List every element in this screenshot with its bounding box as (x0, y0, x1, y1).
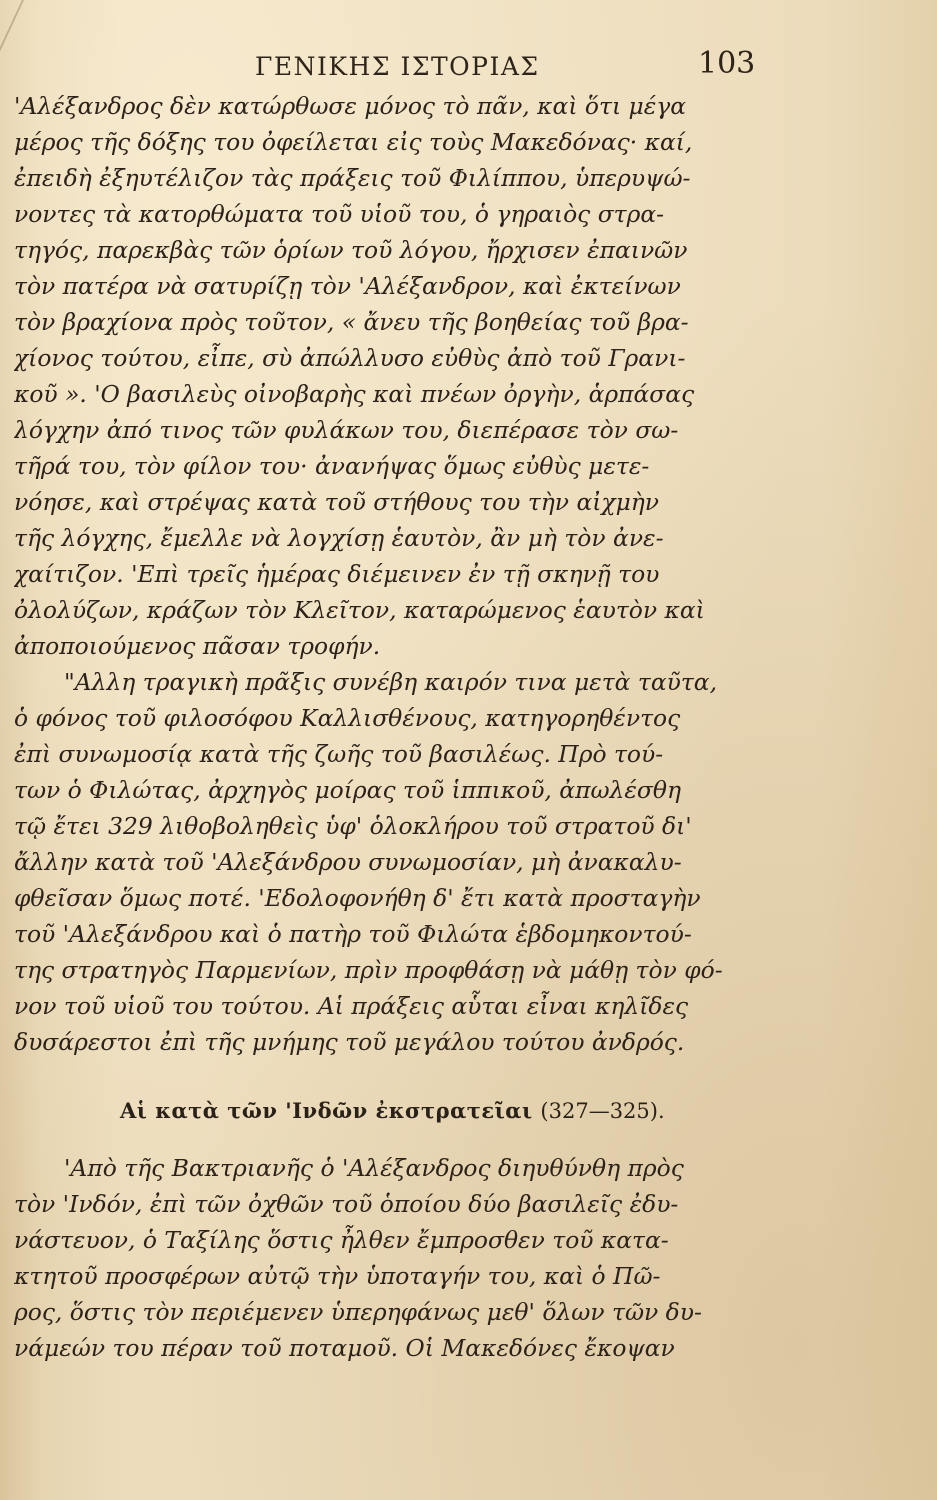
text-line: κτητοῦ προσφέρων αὐτῷ τὴν ὑποταγήν του, καὶ ὁ Πῶ- (14, 1262, 661, 1290)
text-line: λόγχην ἀπό τινος τῶν φυλάκων του, διεπέρασε τὸν σω- (14, 416, 679, 444)
text-line: νάστευον, ὁ Ταξίλης ὅστις ἦλθεν ἔμπροσθεν τοῦ κατα- (14, 1226, 669, 1254)
text-line: νάμεών του πέραν τοῦ ποταμοῦ. Οἱ Μακεδόνες ἔκοψαν (14, 1334, 675, 1362)
text-line: ἐπὶ συνωμοσίᾳ κατὰ τῆς ζωῆς τοῦ βασιλέως. Πρὸ τού- (14, 740, 664, 768)
text-line: νοντες τὰ κατορθώματα τοῦ υἱοῦ του, ὁ γηραιὸς στρα- (14, 200, 665, 228)
text-line: τῆς λόγχης, ἔμελλε νὰ λογχίσῃ ἑαυτὸν, ἂν μὴ τὸν ἀνε- (14, 524, 664, 552)
page-header (0, 46, 937, 86)
text-line: 'Αλέξανδρος δὲν κατώρθωσε μόνος τὸ πᾶν, καὶ ὅτι μέγα (14, 92, 687, 120)
section-heading-title: Αἱ κατὰ τῶν 'Ινδῶν ἐκστρατεῖαι (120, 1098, 533, 1123)
text-line: τὸν βραχίονα πρὸς τοῦτον, « ἄνευ τῆς βοηθείας τοῦ βρα- (14, 308, 689, 336)
text-line: των ὁ Φιλώτας, ἀρχηγὸς μοίρας τοῦ ἱππικοῦ, ἀπωλέσθη (14, 776, 681, 804)
page-number: 103 (698, 46, 756, 81)
text-line: ὀλολύζων, κράζων τὸν Κλεῖτον, καταρώμενος ἑαυτὸν καὶ (14, 596, 705, 624)
text-line: της στρατηγὸς Παρμενίων, πρὶν προφθάσῃ νὰ μάθῃ τὸν φό- (14, 956, 723, 984)
running-title: ΓΕΝΙΚΗΣ ΙΣΤΟΡΙΑΣ (255, 52, 540, 81)
section-heading (120, 1098, 665, 1123)
text-line: τηγός, παρεκβὰς τῶν ὁρίων τοῦ λόγου, ἤρχισεν ἐπαινῶν (14, 236, 688, 264)
paragraph-3 (14, 1150, 784, 1366)
text-line: τῷ ἔτει 329 λιθοβοληθεὶς ὑφ' ὁλοκλήρου τοῦ στρατοῦ δι' (14, 812, 692, 840)
text-line: νον τοῦ υἱοῦ του τούτου. Αἱ πράξεις αὗται εἶναι κηλῖδες (14, 992, 689, 1020)
text-line: φθεῖσαν ὅμως ποτέ. 'Εδολοφονήθη δ' ἔτι κατὰ προσταγὴν (14, 884, 701, 912)
text-line: τὸν πατέρα νὰ σατυρίζῃ τὸν 'Αλέξανδρον, καὶ ἐκτείνων (14, 272, 681, 300)
text-line: δυσάρεστοι ἐπὶ τῆς μνήμης τοῦ μεγάλου τούτου ἀνδρός. (14, 1028, 685, 1056)
text-line: "Αλλη τραγικὴ πρᾶξις συνέβη καιρόν τινα μετὰ ταῦτα, (64, 668, 718, 696)
paragraph-2 (14, 664, 774, 1060)
text-line: ἀποποιούμενος πᾶσαν τροφήν. (14, 632, 381, 660)
text-line: μέρος τῆς δόξης του ὀφείλεται εἰς τοὺς Μακεδόνας· καί, (14, 128, 693, 156)
text-line: ἄλλην κατὰ τοῦ 'Αλεξάνδρου συνωμοσίαν, μὴ ἀνακαλυ- (14, 848, 682, 876)
text-line: τὸν 'Ινδόν, ἐπὶ τῶν ὀχθῶν τοῦ ὁποίου δύο βασιλεῖς ἐδυ- (14, 1190, 679, 1218)
main-text-block (14, 88, 774, 1060)
text-line: ἐπειδὴ ἐξηυτέλιζον τὰς πράξεις τοῦ Φιλίππου, ὑπερυψώ- (14, 164, 691, 192)
text-line: χίονος τούτου, εἶπε, σὺ ἀπώλλυσο εὐθὺς ἀπὸ τοῦ Γρανι- (14, 344, 686, 372)
text-line: τοῦ 'Αλεξάνδρου καὶ ὁ πατὴρ τοῦ Φιλώτα ἑβδομηκοντού- (14, 920, 692, 948)
text-line: νόησε, καὶ στρέψας κατὰ τοῦ στήθους του τὴν αἰχμὴν (14, 488, 660, 516)
text-line: τῆρά του, τὸν φίλον του· ἀνανήψας ὅμως εὐθὺς μετε- (14, 452, 650, 480)
text-line: ὁ φόνος τοῦ φιλοσόφου Καλλισθένους, κατηγορηθέντος (14, 704, 681, 732)
text-line: χαίτιζον. 'Επὶ τρεῖς ἡμέρας διέμεινεν ἐν τῇ σκηνῇ του (14, 560, 660, 588)
paragraph-1 (14, 88, 774, 664)
text-line: 'Απὸ τῆς Βακτριανῆς ὁ 'Αλέξανδρος διηυθύνθη πρὸς (64, 1154, 684, 1182)
text-line: κοῦ ». 'Ο βασιλεὺς οἰνοβαρὴς καὶ πνέων ὀργὴν, ἁρπάσας (14, 380, 695, 408)
text-line: ρος, ὅστις τὸν περιέμενεν ὑπερηφάνως μεθ' ὅλων τῶν δυ- (14, 1298, 702, 1326)
section-heading-years: (327—325). (540, 1099, 665, 1123)
